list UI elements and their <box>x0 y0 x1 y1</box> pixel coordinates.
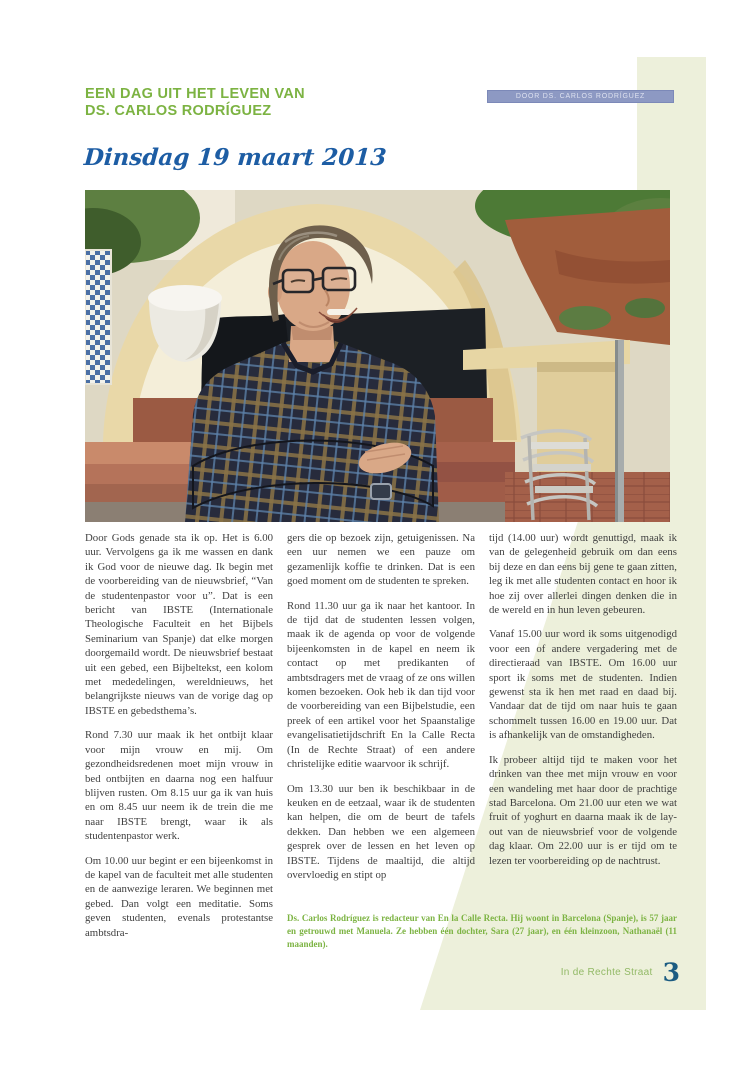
metal-pole <box>615 340 624 522</box>
photo-illustration <box>85 190 670 522</box>
tiled-column <box>85 250 111 384</box>
paragraph: tijd (14.00 uur) wordt genuttigd, maak ik van de gelegenheid gebruik om dan eens bij deze en dan eens bij gene te gaan zitten, leg ik met alle studenten contact en hoor ik hoe zij over allerlei dingen denken die in de wereld en in hun leven gebeuren. <box>489 532 677 617</box>
paragraph: Om 13.30 uur ben ik beschikbaar in de keuken en de eetzaal, waar ik de studenten kan helpen, die om de beurt de tafels dekken. Dan hebben we een algemeen gesprek over de lessen en het leven op IBSTE. Tijdens de maaltijd, die altijd overvloedig en stipt op <box>287 782 475 881</box>
article-title <box>85 86 425 120</box>
page-number: 3 <box>662 957 680 987</box>
paragraph: Om 10.00 uur begint er een bijeenkomst in de kapel van de faculteit met alle studenten en de aanwezige leraren. We beginnen met gebed. Dan volgt een meditatie. Soms geven studenten, evenals protestantse ambtsdra- <box>85 854 273 939</box>
paragraph: Vanaf 15.00 uur word ik soms uitgenodigd voor een of andere vergadering met de directieraad van IBSTE. Om 16.00 uur sport ik soms met de studenten. Indien gewenst sta ik hen met raad en daad bij. Vandaar dat de tijd om naar huis te gaan schommelt tussen 16.00 en 19.00 uur. Dat is afhankelijk van de omstandigheden. <box>489 628 677 742</box>
magazine-name: In de Rechte Straat <box>560 966 653 978</box>
paragraph: gers die op bezoek zijn, getuigenissen. Na een uur nemen we een pauze om gezamenlijk koffie te drinken. Dat is een goed moment om de studenten te spreken. <box>287 532 475 588</box>
article-column-1 <box>85 531 273 950</box>
author-bio-note: Ds. Carlos Rodríguez is redacteur van En la Calle Recta. Hij woont in Barcelona (Spanje), is 57 jaar en getrouwd met Manuela. Ze hebben één dochter, Sara (27 jaar), en één kleinzoon, Nathanaël (11 maanden). <box>287 913 677 949</box>
paragraph: Door Gods genade sta ik op. Het is 6.00 uur. Vervolgens ga ik me wassen en dank ik God voor de nieuwe dag. Ik begin met de voorbereiding van de nieuwsbrief, “Van de studentenpastor voor u”. Dat is een bericht van IBSTE (Internationale Theologische Faculteit en het Bijbels Seminarium van Spanje) dat elke morgen doorgemaild wordt. De nieuwsbrief bestaat uit een gebed, een Bijbeltekst, een kolom met mededelingen, wereldnieuws, het belangrijkste nieuws van de vorige dag op IBSTE en gebedsthema’s. <box>85 532 273 717</box>
article-title-line2: DS. CARLOS RODRÍGUEZ <box>85 103 272 119</box>
article-column-2 <box>287 531 475 892</box>
article-column-3 <box>489 531 677 878</box>
date-heading: Dinsdag 19 maart 2013 <box>83 144 388 171</box>
paragraph: Rond 11.30 uur ga ik naar het kantoor. In de tijd dat de studenten lessen volgen, maak ik de agenda op voor de volgende bijeenkomsten in de kapel en neem ik contact op met predikanten of ambtsdragers met de vraag of ze ons willen komen bezoeken. Ook heb ik dan tijd voor de voorbereiding van een Bijbelstudie, een preek of een artikel voor het Spaanstalige evangelisatietijdschrift En la Calle Recta (In de Rechte Straat) of een andere christelijke editie waarvoor ik schrijf. <box>287 599 475 771</box>
paragraph: Ik probeer altijd tijd te maken voor het drinken van thee met mijn vrouw en voor een wandeling met haar door de prachtige stad Barcelona. Om 21.00 uur eten we wat fruit of yoghurt en daarna maak ik de lay-out van de nieuwsbrief voor de volgende dag klaar. Om 22.00 uur is er tijd om te lezen ter voorbereiding op de nachtrust. <box>489 753 677 867</box>
page-footer <box>440 952 680 992</box>
article-title-line1: EEN DAG UIT HET LEVEN VAN <box>85 86 305 102</box>
paragraph: Rond 7.30 uur maak ik het ontbijt klaar voor mijn vrouw en mij. Om gezondheidsredenen moet mijn vrouw in bed ontbijten en daarna nog een halfuur blijven rusten. Om 8.15 uur ga ik van huis en om 8.45 uur neem ik de trein die me naar IBSTE brengt, waar ik als studentenpastor werk. <box>85 729 273 843</box>
byline-text: DOOR DS. CARLOS RODRÍGUEZ <box>515 93 646 100</box>
byline-bar <box>487 90 674 103</box>
article-photo <box>85 190 670 522</box>
